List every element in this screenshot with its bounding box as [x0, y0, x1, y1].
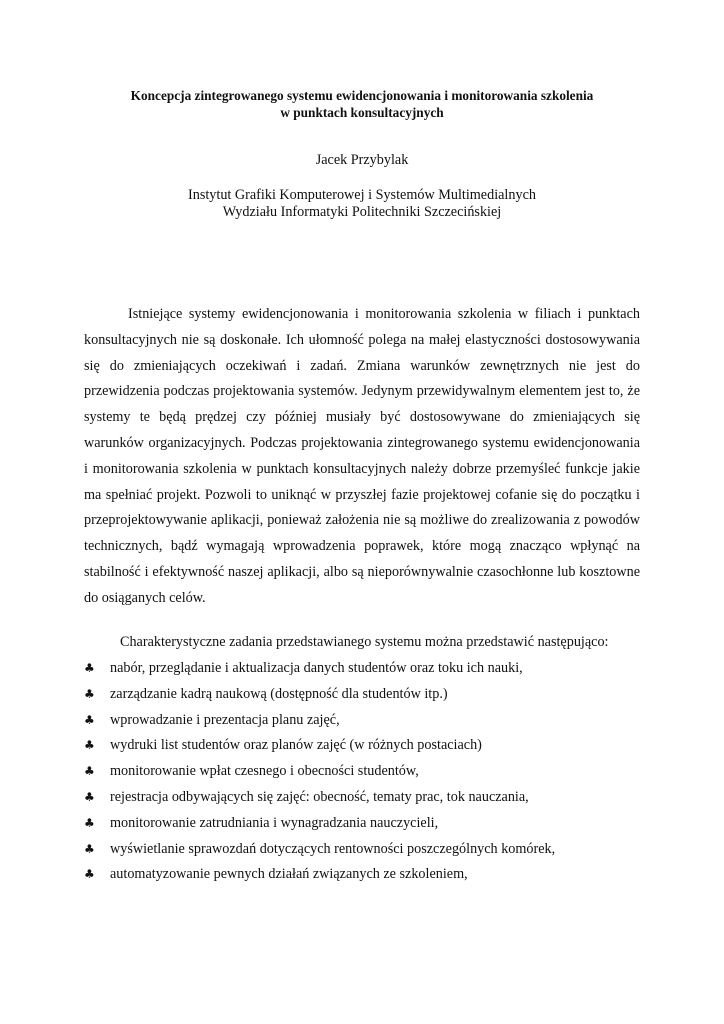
- list-item-text: automatyzowanie pewnych działań związanych ze szkoleniem,: [110, 866, 468, 883]
- list-item: [84, 708, 640, 734]
- list-item-text: wprowadzanie i prezentacja planu zajęć,: [110, 711, 340, 728]
- club-bullet-icon: ♣: [84, 686, 95, 701]
- club-bullet-icon: ♣: [84, 815, 95, 830]
- list-item: [84, 759, 640, 785]
- author-name: Jacek Przybylak: [315, 152, 409, 168]
- club-bullet-icon: ♣: [84, 738, 95, 753]
- club-bullet-icon: ♣: [84, 841, 95, 856]
- title-line-2: w punktach konsultacyjnych: [280, 105, 444, 120]
- intro-paragraph: Istniejące systemy ewidencjonowania i monitorowania szkolenia w filiach i punktach konsultacyjnych nie są doskonałe. Ich ułomność polega na małej elastyczności dostosowywania się do zmieniających oczekiwań i zadań. Zmiana warunków zewnętrznych nie jest do przewidzenia podczas projektowania systemów. Jedynym przewidywalnym elementem jest to, że systemy te będą prędzej czy później musiały być dostosowywane do zmieniających się warunków organizacyjnych. Podczas projektowania zintegrowanego systemu ewidencjonowania i monitorowania szkolenia w punktach konsultacyjnych należy dobrze przemyśleć funkcje jakie ma spełniać projekt. Pozwoli to uniknąć w przyszłej fazie projektowej cofanie się do początku i przeprojektowywanie aplikacji, ponieważ założenia nie są możliwe do zrealizowania z powodów technicznych, bądź wymagają wprowadzenia poprawek, które mogą znacząco wpłynąć na stabilność i efektywność naszej aplikacji, albo są nieporównywalnie czasochłonne lub kosztowne do osiąganych celów.: [84, 306, 640, 606]
- affiliation: [80, 187, 644, 221]
- club-bullet-icon: ♣: [84, 867, 95, 882]
- list-item: [84, 862, 640, 888]
- list-item: [84, 733, 640, 759]
- paper-title: [80, 87, 644, 121]
- club-bullet-icon: ♣: [84, 661, 95, 675]
- club-bullet-icon: ♣: [84, 764, 95, 779]
- list-item: [84, 682, 640, 708]
- list-item-text: wyświetlanie sprawozdań dotyczących rentowności poszczególnych komórek,: [110, 840, 556, 857]
- list-item-text: nabór, przeglądanie i aktualizacja danych studentów oraz toku ich nauki,: [110, 660, 523, 676]
- title-line-1: Koncepcja zintegrowanego systemu ewidencjonowania i monitorowania szkolenia: [130, 88, 594, 103]
- list-item: [84, 785, 640, 811]
- club-bullet-icon: ♣: [84, 712, 95, 727]
- affiliation-line-2: Wydziału Informatyki Politechniki Szczecińskiej: [222, 204, 502, 220]
- list-item-text: zarządzanie kadrą naukową (dostępność dla studentów itp.): [110, 685, 448, 702]
- list-intro: Charakterystyczne zadania przedstawianego systemu można przedstawić następująco:: [120, 634, 609, 650]
- affiliation-line-1: Instytut Grafiki Komputerowej i Systemów Multimedialnych: [188, 187, 536, 203]
- list-item-text: rejestracja odbywających się zajęć: obecność, tematy prac, tok nauczania,: [110, 788, 529, 805]
- list-item-text: monitorowanie wpłat czesnego i obecności studentów,: [110, 763, 419, 780]
- list-item: [84, 656, 640, 682]
- list-item: [84, 811, 640, 837]
- list-item: [84, 837, 640, 863]
- list-item-text: wydruki list studentów oraz planów zajęć (w różnych postaciach): [110, 737, 482, 754]
- task-list: [84, 656, 640, 888]
- club-bullet-icon: ♣: [84, 789, 95, 804]
- list-item-text: monitorowanie zatrudniania i wynagradzania nauczycieli,: [110, 814, 439, 831]
